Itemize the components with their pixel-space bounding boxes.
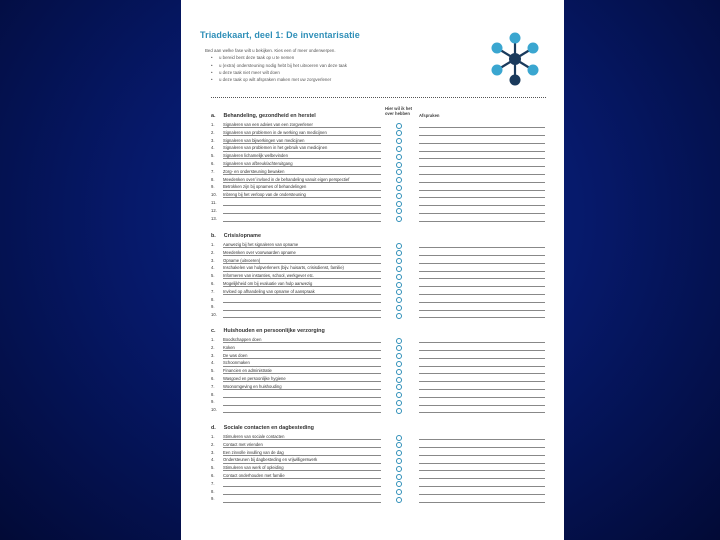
intro-bullet: • u bereid bent deze taak op u te nemen	[205, 54, 475, 61]
checkbox-circle-icon[interactable]	[396, 169, 402, 175]
item-number: 3.	[211, 449, 215, 455]
checkbox-circle-icon[interactable]	[396, 185, 402, 191]
section-title	[211, 232, 546, 241]
list-item	[211, 129, 546, 137]
item-number: 5.	[211, 273, 215, 279]
afspraken-line[interactable]	[419, 502, 545, 503]
section-b	[211, 232, 546, 319]
item-number: 8.	[211, 176, 215, 182]
section-title-text: Crisis/opname	[223, 233, 261, 239]
list-item	[211, 152, 546, 160]
checkbox-circle-icon[interactable]	[396, 162, 402, 168]
list-item	[211, 249, 546, 257]
checkbox-circle-icon[interactable]	[396, 208, 402, 214]
item-number: 2.	[211, 129, 215, 135]
checkbox-circle-icon[interactable]	[396, 313, 402, 319]
item-text: Signaleren van een advies van een zorgverlener	[223, 122, 313, 127]
list-item	[211, 288, 546, 296]
item-number: 2.	[211, 249, 215, 255]
checkbox-circle-icon[interactable]	[396, 154, 402, 160]
list-item	[211, 160, 546, 168]
item-text: Woonomgeving en huishouding	[223, 383, 282, 389]
item-number: 5.	[211, 368, 215, 374]
list-item	[211, 398, 546, 406]
item-number: 2.	[211, 344, 215, 350]
item-text: Meedenken over/ invloed in de behandeling vanuit eigen perspectief	[223, 176, 350, 182]
checkbox-circle-icon[interactable]	[396, 345, 402, 351]
item-text: Signaleren van problemen in de werking van medicijnen	[223, 129, 327, 135]
checkbox-circle-icon[interactable]	[396, 408, 402, 414]
checkbox-circle-icon[interactable]	[396, 497, 402, 503]
section-letter: c.	[211, 328, 216, 334]
item-text: Signaleren van bijwerkingen van medicijnen	[223, 137, 305, 143]
checkbox-circle-icon[interactable]	[396, 289, 402, 295]
item-text: Mogelijkheid om bij evaluatie van hulp aanwezig	[223, 280, 313, 286]
checkbox-circle-icon[interactable]	[396, 466, 402, 472]
checkbox-circle-icon[interactable]	[396, 435, 402, 441]
item-text: Aanwezig bij het signaleren van opname	[223, 242, 299, 247]
section-a	[211, 112, 546, 222]
section-title-text: Huishouden en persoonlijke verzorging	[223, 328, 325, 334]
item-text: Signaleren van problemen in het gebruik van medicijnen	[223, 145, 328, 151]
list-item	[211, 359, 546, 367]
checkbox-circle-icon[interactable]	[396, 274, 402, 280]
item-number: 4.	[211, 360, 215, 366]
triad-logo-icon	[486, 30, 544, 88]
list-item	[211, 257, 546, 265]
item-text: Inschakelen van hulpverleners (bijv. huisarts, crisisdienst, familie)	[223, 265, 344, 271]
checkbox-circle-icon[interactable]	[396, 258, 402, 264]
intro-bullet: • u (extra) ondersteuning nodig hebt bij het uitvoeren van deze taak	[205, 62, 475, 69]
item-text: De was doen	[223, 352, 248, 358]
list-item	[211, 488, 546, 496]
item-number: 8.	[211, 296, 215, 302]
checkbox-circle-icon[interactable]	[396, 338, 402, 344]
list-item	[211, 456, 546, 464]
column-header-check: Hier wil ik het over hebben	[385, 106, 412, 116]
section-c	[211, 327, 546, 414]
list-item	[211, 375, 546, 383]
item-text: Betrokken zijn bij opnames of behandelingen	[223, 184, 307, 190]
item-number: 2.	[211, 441, 215, 447]
intro-bullet: • u deze taak niet meer wilt doen	[205, 69, 475, 76]
checkbox-circle-icon[interactable]	[396, 392, 402, 398]
checkbox-circle-icon[interactable]	[396, 123, 402, 129]
item-number: 9.	[211, 304, 215, 310]
list-item	[211, 264, 546, 272]
section-title-text: Behandeling, gezondheid en herstel	[223, 113, 316, 119]
section-title	[211, 424, 546, 433]
item-number: 6.	[211, 160, 215, 166]
item-number: 5.	[211, 465, 215, 471]
item-text: Opname (uitvoeren)	[223, 257, 261, 263]
item-text: Wasgoed en persoonlijke hygiene	[223, 375, 286, 381]
afspraken-line[interactable]	[419, 221, 545, 222]
list-item	[211, 367, 546, 375]
list-item	[211, 311, 546, 319]
checkbox-circle-icon[interactable]	[396, 138, 402, 144]
column-header-afspraken: Afspraken	[419, 113, 440, 118]
checkbox-circle-icon[interactable]	[396, 282, 402, 288]
item-text: Zorg- en ondersteuning bewaken	[223, 168, 285, 174]
section-letter: a.	[211, 113, 216, 119]
item-number: 9.	[211, 399, 215, 405]
checkbox-circle-icon[interactable]	[396, 216, 402, 222]
list-item	[211, 199, 546, 207]
list-item	[211, 215, 546, 223]
item-number: 1.	[211, 242, 215, 247]
list-item	[211, 464, 546, 472]
section-title	[211, 327, 546, 336]
list-item	[211, 280, 546, 288]
item-number: 4.	[211, 265, 215, 271]
item-text: Inbreng bij het verloop van de ondersteuning	[223, 192, 306, 198]
checkbox-circle-icon[interactable]	[396, 384, 402, 390]
afspraken-line[interactable]	[419, 412, 545, 413]
checkbox-circle-icon[interactable]	[396, 474, 402, 480]
section-letter: d.	[211, 425, 216, 431]
list-item	[211, 168, 546, 176]
section-d	[211, 424, 546, 503]
item-text: Stimuleren van sociale contacten	[223, 434, 285, 439]
item-number: 4.	[211, 457, 215, 463]
checkbox-circle-icon[interactable]	[396, 146, 402, 152]
section-title-text: Sociale contacten en dagbesteding	[223, 425, 314, 431]
item-number: 7.	[211, 168, 215, 174]
item-text: Een zinvolle invulling van de dag	[223, 449, 284, 455]
item-number: 1.	[211, 337, 215, 342]
item-number: 7.	[211, 288, 215, 294]
list-item	[211, 495, 546, 503]
item-text: Schoonmaken	[223, 360, 250, 366]
item-number: 7.	[211, 383, 215, 389]
document-page	[181, 0, 564, 540]
item-number: 8.	[211, 391, 215, 397]
item-text: Contact met vrienden	[223, 441, 263, 447]
list-item	[211, 303, 546, 311]
intro-bullet: • u deze taak op wilt afspraken maken met uw zorgverlener	[205, 76, 475, 83]
item-number: 7.	[211, 480, 215, 486]
item-underline	[223, 412, 381, 413]
item-number: 9.	[211, 184, 215, 190]
list-item	[211, 183, 546, 191]
list-item	[211, 433, 546, 441]
item-text: Koken	[223, 344, 235, 350]
checkbox-circle-icon[interactable]	[396, 400, 402, 406]
item-number: 9.	[211, 496, 215, 502]
checkbox-circle-icon[interactable]	[396, 353, 402, 359]
list-item	[211, 472, 546, 480]
item-text: Boodschappen doen	[223, 337, 262, 342]
item-text: Contact onderhouden met familie	[223, 472, 285, 478]
checkbox-circle-icon[interactable]	[396, 243, 402, 249]
checkbox-circle-icon[interactable]	[396, 305, 402, 311]
list-item	[211, 383, 546, 391]
list-item	[211, 391, 546, 399]
item-text: Informeren van instanties, school, werkgever etc.	[223, 273, 315, 279]
item-number: 11.	[211, 199, 217, 205]
list-item	[211, 207, 546, 215]
checkbox-circle-icon[interactable]	[396, 250, 402, 256]
item-text: Meedenken over voorwaarden opname	[223, 249, 296, 255]
item-number: 12.	[211, 207, 217, 213]
checkbox-circle-icon[interactable]	[396, 377, 402, 383]
checkbox-circle-icon[interactable]	[396, 130, 402, 136]
item-number: 8.	[211, 488, 215, 494]
item-number: 4.	[211, 145, 215, 151]
item-number: 10.	[211, 407, 217, 413]
checkbox-circle-icon[interactable]	[396, 450, 402, 456]
checkbox-circle-icon[interactable]	[396, 177, 402, 183]
item-number: 1.	[211, 122, 215, 127]
checkbox-circle-icon[interactable]	[396, 489, 402, 495]
item-number: 3.	[211, 137, 215, 143]
item-number: 10.	[211, 192, 217, 198]
checkbox-circle-icon[interactable]	[396, 369, 402, 375]
intro-text: Bed aan welke fase wilt u bekijken. Kies een of meer onderwerpen.	[205, 48, 336, 53]
section-title	[211, 112, 546, 121]
item-text: Signaleren lichamelijk welbevinden	[223, 153, 288, 159]
item-number: 5.	[211, 153, 215, 159]
checkbox-circle-icon[interactable]	[396, 193, 402, 199]
item-number: 3.	[211, 257, 215, 263]
item-number: 3.	[211, 352, 215, 358]
item-number: 6.	[211, 472, 215, 478]
list-item	[211, 176, 546, 184]
checkbox-circle-icon[interactable]	[396, 201, 402, 207]
afspraken-line[interactable]	[419, 317, 545, 318]
list-item	[211, 449, 546, 457]
dotted-divider	[211, 97, 546, 98]
list-item	[211, 241, 546, 249]
item-number: 1.	[211, 434, 215, 439]
intro-block	[205, 47, 475, 83]
item-text: Invloed op afhandeling van opname of aanspraak	[223, 288, 315, 294]
list-item	[211, 352, 546, 360]
item-underline	[223, 221, 381, 222]
checkbox-circle-icon[interactable]	[396, 297, 402, 303]
item-text: Ondersteunen bij dagbesteding en vrijwilligerswerk	[223, 457, 318, 463]
list-item	[211, 406, 546, 414]
list-item	[211, 191, 546, 199]
checkbox-circle-icon[interactable]	[396, 442, 402, 448]
checkbox-circle-icon[interactable]	[396, 458, 402, 464]
item-number: 6.	[211, 280, 215, 286]
checkbox-circle-icon[interactable]	[396, 481, 402, 487]
document-title: Triadekaart, deel 1: De inventarisatie	[200, 30, 360, 40]
section-letter: b.	[211, 233, 216, 239]
item-text: Financien en administratie	[223, 368, 272, 374]
item-number: 10.	[211, 312, 217, 318]
item-number: 13.	[211, 215, 217, 221]
list-item	[211, 137, 546, 145]
list-item	[211, 296, 546, 304]
list-item	[211, 121, 546, 129]
list-item	[211, 344, 546, 352]
item-text: Signaleren van afbreuk/achteruitgang	[223, 160, 293, 166]
list-item	[211, 336, 546, 344]
item-text: Stimuleren van werk of opleiding	[223, 465, 284, 471]
list-item	[211, 480, 546, 488]
item-underline	[223, 317, 381, 318]
item-number: 6.	[211, 375, 215, 381]
list-item	[211, 272, 546, 280]
list-item	[211, 144, 546, 152]
checkbox-circle-icon[interactable]	[396, 266, 402, 272]
checkbox-circle-icon[interactable]	[396, 361, 402, 367]
item-underline	[223, 502, 381, 503]
list-item	[211, 441, 546, 449]
